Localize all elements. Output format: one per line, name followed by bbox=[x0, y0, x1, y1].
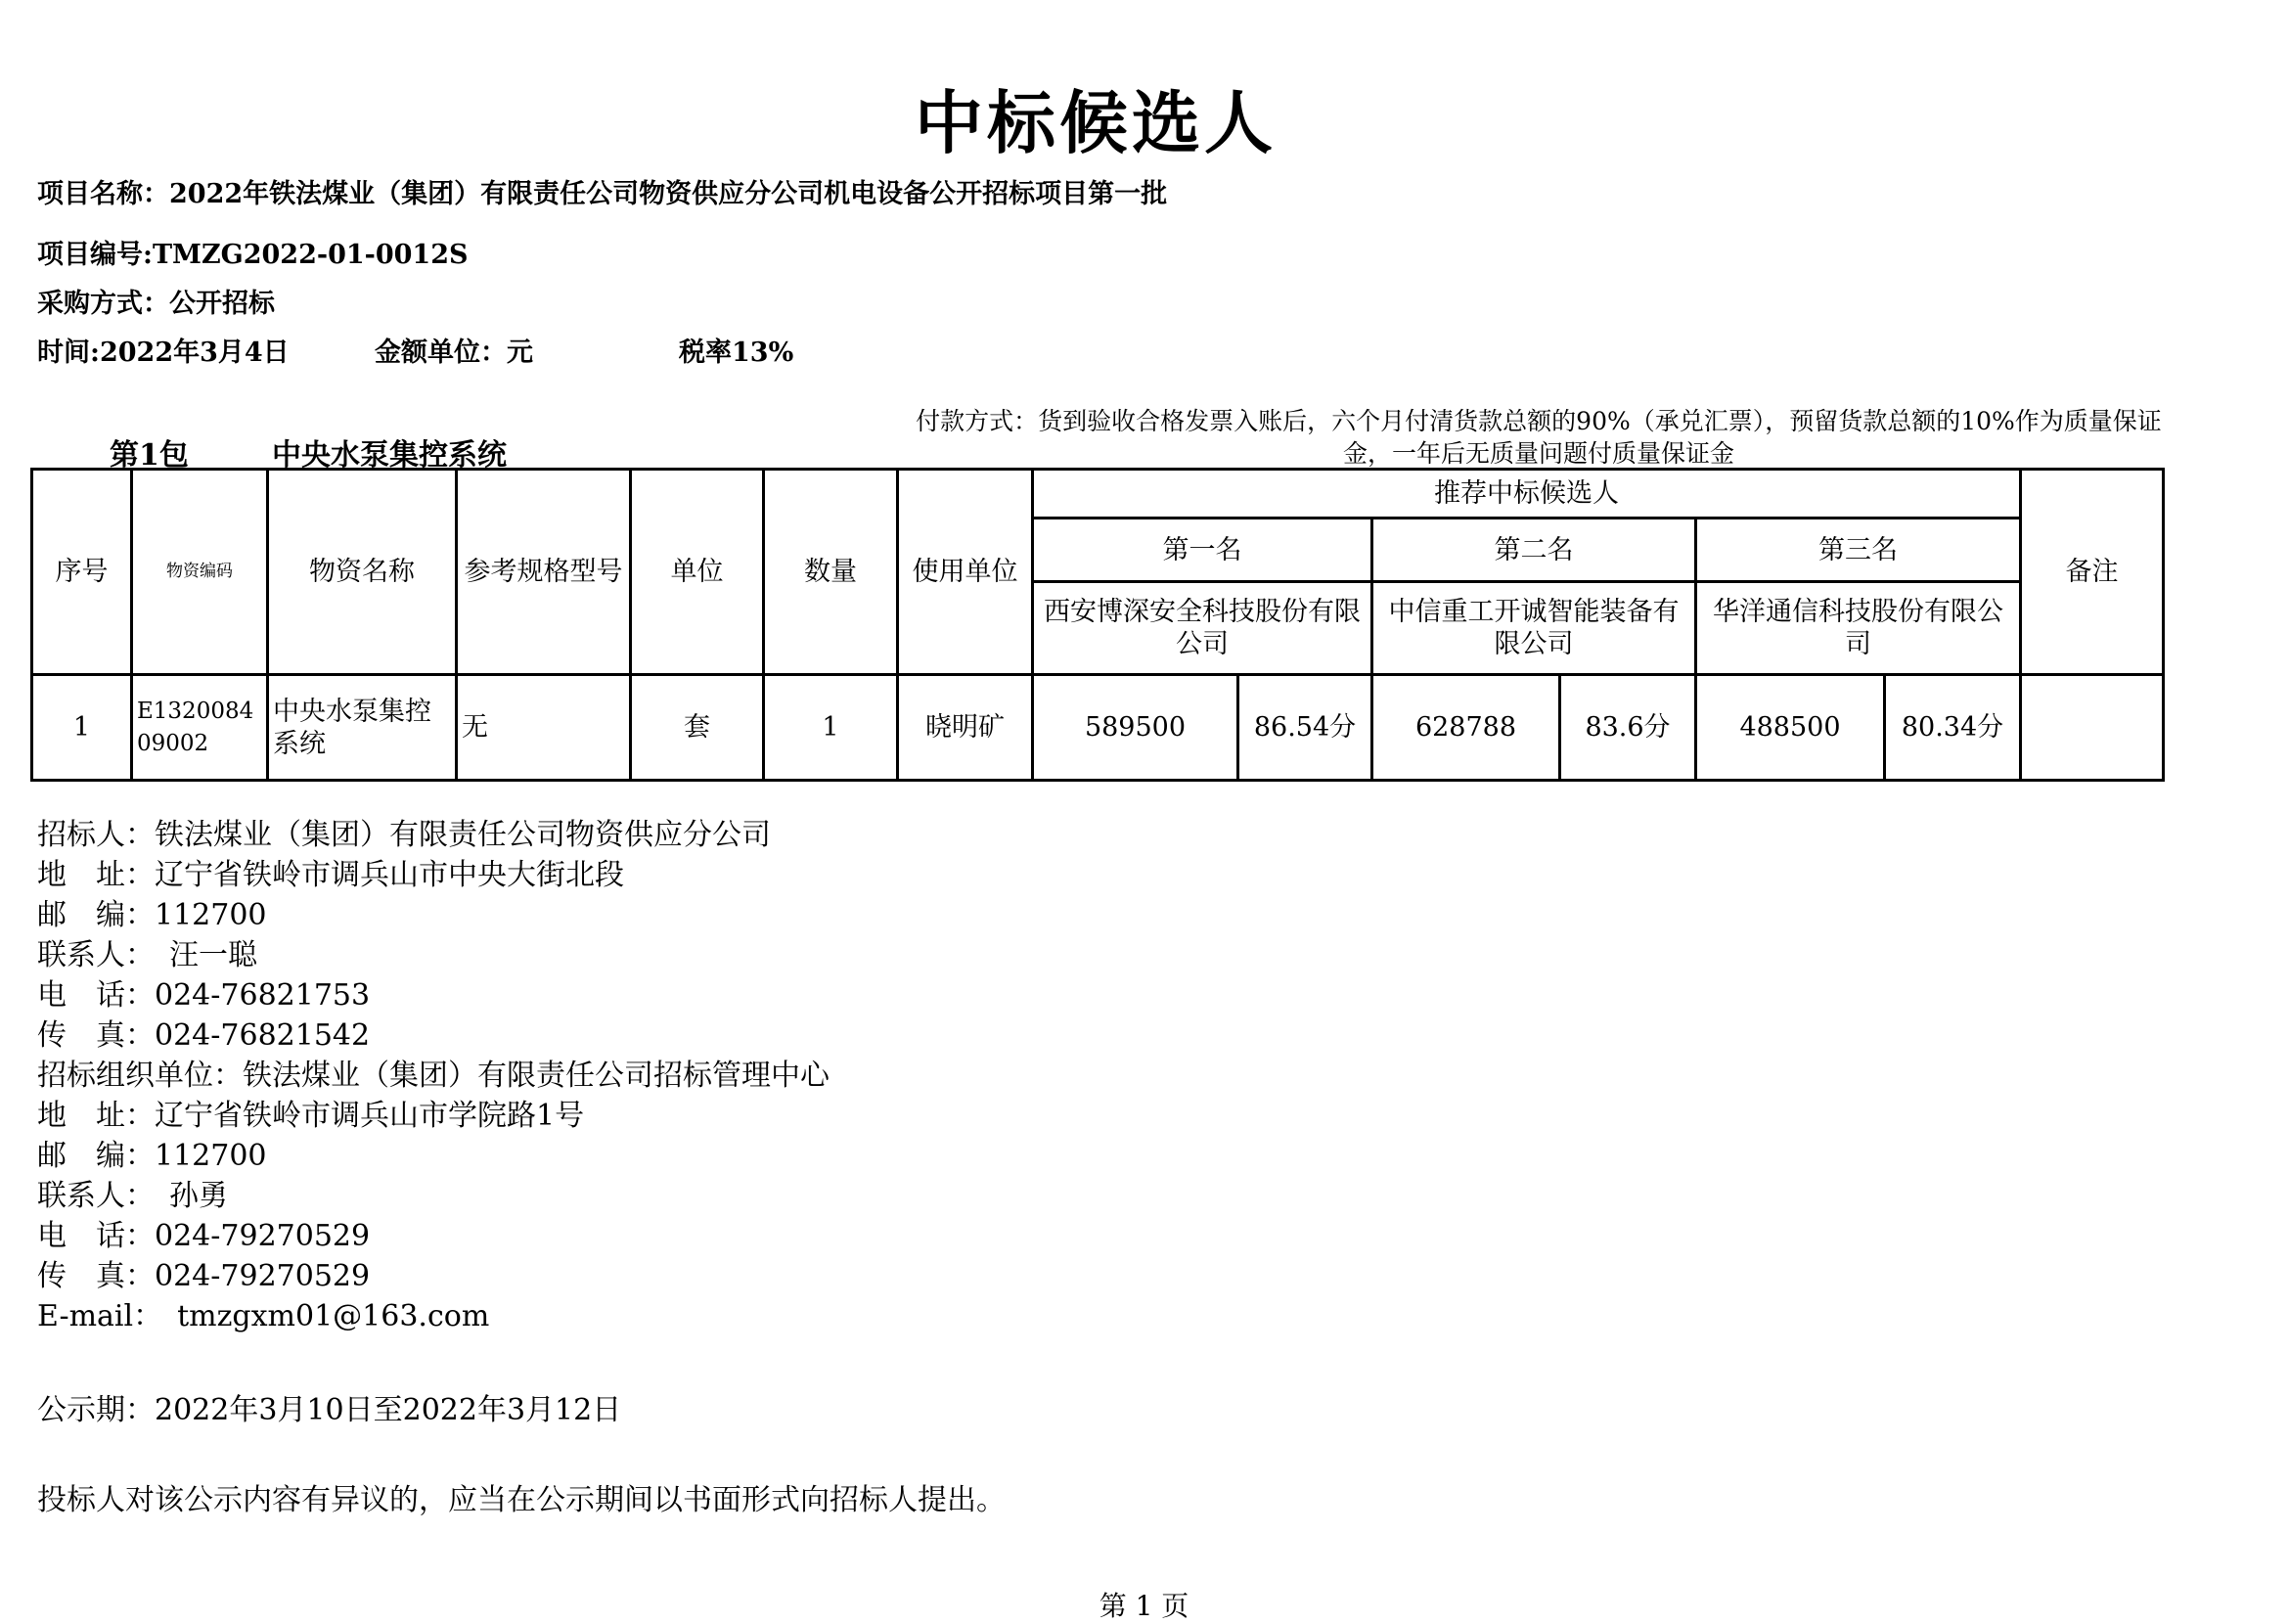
contact-line: 地 址：辽宁省铁岭市调兵山市学院路1号 bbox=[37, 1099, 585, 1133]
cell-spec: 无 bbox=[457, 675, 631, 781]
package-name: 中央水泵集控系统 bbox=[272, 438, 507, 473]
cell-third-price: 488500 bbox=[1696, 675, 1885, 781]
contact-line: 联系人： 孙勇 bbox=[37, 1179, 228, 1213]
contact-line: 联系人： 汪一聪 bbox=[37, 938, 257, 972]
header-spec: 参考规格型号 bbox=[457, 470, 631, 675]
cell-seq: 1 bbox=[32, 675, 132, 781]
page-title: 中标候选人 bbox=[915, 82, 1277, 163]
cell-second-price: 628788 bbox=[1372, 675, 1560, 781]
header-recommended: 推荐中标候选人 bbox=[1033, 470, 2021, 519]
header-remark: 备注 bbox=[2021, 470, 2164, 675]
notice-period: 公示期：2022年3月10日至2022年3月12日 bbox=[37, 1393, 622, 1427]
contact-line: 电 话：024-76821753 bbox=[37, 978, 371, 1013]
header-qty: 数量 bbox=[764, 470, 898, 675]
payment-terms: 付款方式：货到验收合格发票入账后，六个月付清货款总额的90%（承兑汇票），预留货款总额的10%作为质量保证金，一年后无质量问题付质量保证金 bbox=[916, 407, 2162, 468]
candidate-first: 西安博深安全科技股份有限公司 bbox=[1033, 582, 1372, 675]
cell-second-score: 83.6分 bbox=[1560, 675, 1696, 781]
cell-user: 晓明矿 bbox=[898, 675, 1033, 781]
cell-qty: 1 bbox=[764, 675, 898, 781]
cell-first-score: 86.54分 bbox=[1238, 675, 1372, 781]
candidate-second: 中信重工开诚智能装备有限公司 bbox=[1372, 582, 1696, 675]
table-row bbox=[32, 675, 2164, 781]
package-label: 第1包 bbox=[110, 438, 189, 473]
project-number: 项目编号:TMZG2022-01-0012S bbox=[37, 240, 469, 270]
header-name: 物资名称 bbox=[268, 470, 457, 675]
project-name: 项目名称：2022年铁法煤业（集团）有限责任公司物资供应分公司机电设备公开招标项目第一批 bbox=[37, 179, 1168, 209]
objection-note: 投标人对该公示内容有异议的，应当在公示期间以书面形式向招标人提出。 bbox=[37, 1483, 1006, 1517]
header-code: 物资编码 bbox=[132, 470, 268, 675]
currency-unit: 金额单位：元 bbox=[375, 338, 533, 368]
cell-unit: 套 bbox=[631, 675, 764, 781]
cell-third-score: 80.34分 bbox=[1885, 675, 2021, 781]
contact-line: 招标人：铁法煤业（集团）有限责任公司物资供应分公司 bbox=[37, 818, 771, 852]
contact-line: 邮 编：112700 bbox=[37, 1139, 267, 1173]
cell-remark bbox=[2021, 675, 2164, 781]
header-seq: 序号 bbox=[32, 470, 132, 675]
header-second: 第二名 bbox=[1372, 519, 1696, 582]
contact-line: 邮 编：112700 bbox=[37, 898, 267, 932]
purchase-method: 采购方式：公开招标 bbox=[37, 289, 275, 319]
contact-line: 传 真：024-79270529 bbox=[37, 1259, 371, 1293]
header-unit: 单位 bbox=[631, 470, 764, 675]
cell-name: 中央水泵集控系统 bbox=[268, 675, 457, 781]
page-number: 第 1 页 bbox=[1099, 1590, 1189, 1622]
contact-line: 地 址：辽宁省铁岭市调兵山市中央大街北段 bbox=[37, 858, 624, 892]
contact-line: 电 话：024-79270529 bbox=[37, 1219, 371, 1253]
candidate-third: 华洋通信科技股份有限公司 bbox=[1696, 582, 2021, 675]
contact-email: E-mail： tmzgxm01@163.com bbox=[37, 1299, 490, 1333]
header-user: 使用单位 bbox=[898, 470, 1033, 675]
candidate-table bbox=[30, 468, 2165, 782]
notice-time: 时间:2022年3月4日 bbox=[37, 338, 290, 368]
header-first: 第一名 bbox=[1033, 519, 1372, 582]
header-third: 第三名 bbox=[1696, 519, 2021, 582]
contact-line: 招标组织单位：铁法煤业（集团）有限责任公司招标管理中心 bbox=[37, 1059, 830, 1093]
cell-code: E132008409002 bbox=[132, 675, 268, 781]
tax-rate: 税率13% bbox=[679, 338, 794, 368]
cell-first-price: 589500 bbox=[1033, 675, 1238, 781]
contact-line: 传 真：024-76821542 bbox=[37, 1018, 371, 1053]
